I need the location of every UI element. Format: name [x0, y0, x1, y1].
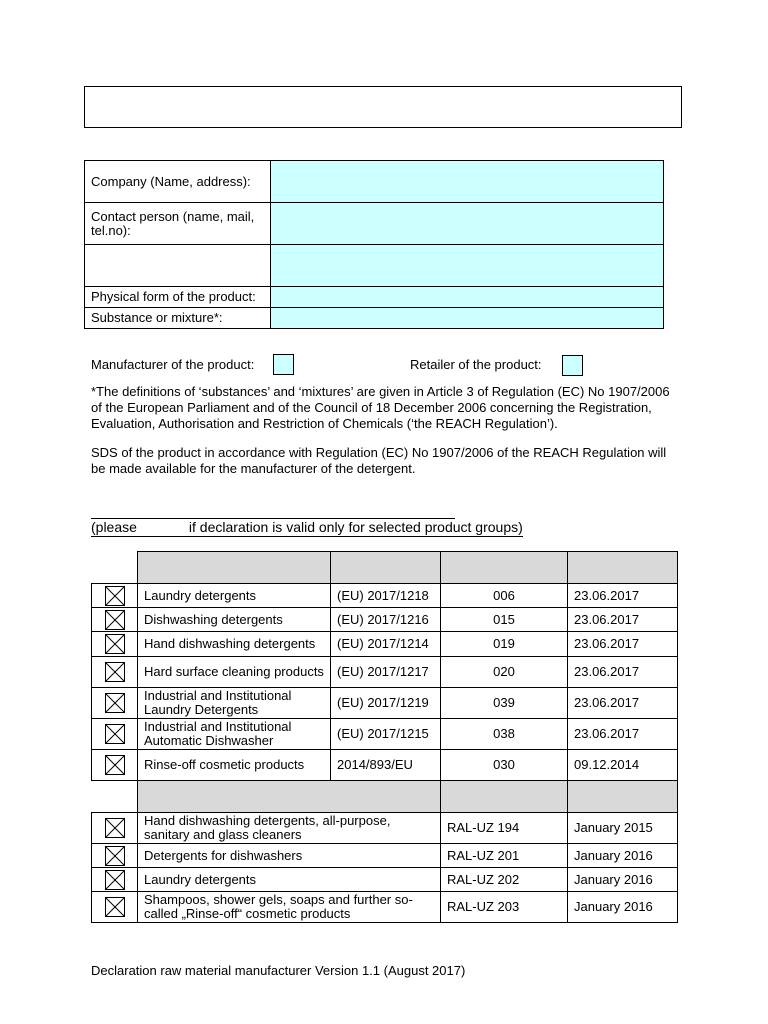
checked-box-icon	[105, 870, 125, 890]
checked-box-icon	[105, 818, 125, 838]
code: 019	[441, 632, 568, 657]
manufacturer-label: Manufacturer of the product:	[91, 357, 255, 372]
regulation: (EU) 2017/1216	[331, 608, 441, 632]
eu-header-product	[138, 552, 331, 584]
table-row	[92, 892, 678, 923]
regulation: 2014/893/EU	[331, 750, 441, 781]
footer-version: Declaration raw material manufacturer Version 1.1 (August 2017)	[91, 963, 466, 978]
company-info-table	[84, 160, 664, 329]
eu-row-checkbox[interactable]	[92, 584, 138, 608]
please-note	[91, 519, 523, 537]
regulation: (EU) 2017/1217	[331, 657, 441, 688]
code: RAL-UZ 203	[441, 892, 568, 923]
substance-mixture-input[interactable]	[271, 308, 664, 329]
physical-form-label: Physical form of the product:	[85, 287, 271, 308]
please-note-left: (please	[91, 519, 137, 535]
manufacturer-checkbox[interactable]	[273, 354, 294, 375]
blank-label	[85, 245, 271, 287]
checked-box-icon	[105, 634, 125, 654]
date: January 2016	[568, 892, 678, 923]
table-row	[92, 657, 678, 688]
code: 020	[441, 657, 568, 688]
please-note-right: if declaration is valid only for selected product groups)	[188, 519, 523, 535]
eu-row-checkbox[interactable]	[92, 632, 138, 657]
product-name: Industrial and Institutional Automatic Dishwasher	[138, 719, 331, 750]
product-name: Detergents for dishwashers	[138, 844, 441, 868]
code: 015	[441, 608, 568, 632]
checked-box-icon	[105, 586, 125, 606]
company-input[interactable]	[271, 161, 664, 203]
date: 23.06.2017	[568, 719, 678, 750]
product-name: Hand dishwashing detergents	[138, 632, 331, 657]
date: 23.06.2017	[568, 584, 678, 608]
table-row	[92, 868, 678, 892]
definitions-note: *The definitions of ‘substances’ and ‘mixtures’ are given in Article 3 of Regulation (EC) No 1907/2006 of the European Parliament and of the Council of 18 December 2006 concerning the Registration, Evaluation, Authorisation and Restriction of Chemicals (‘the REACH Regulation’).	[91, 384, 670, 431]
code: RAL-UZ 194	[441, 813, 568, 844]
product-name: Hand dishwashing detergents, all-purpose, sanitary and glass cleaners	[138, 813, 441, 844]
product-name: Laundry detergents	[138, 868, 441, 892]
table-row	[92, 584, 678, 608]
blue-angel-header-spacer	[92, 781, 138, 813]
eu-row-checkbox[interactable]	[92, 719, 138, 750]
blue-angel-header-date	[568, 781, 678, 813]
code: RAL-UZ 202	[441, 868, 568, 892]
checked-box-icon	[105, 724, 125, 744]
contact-person-input[interactable]	[271, 203, 664, 245]
blue-angel-row-checkbox[interactable]	[92, 868, 138, 892]
substance-mixture-label: Substance or mixture*:	[85, 308, 271, 329]
header-spacer	[92, 552, 138, 584]
date: January 2015	[568, 813, 678, 844]
date: 23.06.2017	[568, 657, 678, 688]
sds-note: SDS of the product in accordance with Regulation (EC) No 1907/2006 of the REACH Regulation will be made available for the manufacturer of the detergent.	[91, 445, 667, 476]
code: 039	[441, 688, 568, 719]
eu-row-checkbox[interactable]	[92, 657, 138, 688]
table-row	[92, 688, 678, 719]
eu-row-checkbox[interactable]	[92, 750, 138, 781]
eu-row-checkbox[interactable]	[92, 608, 138, 632]
regulation: (EU) 2017/1214	[331, 632, 441, 657]
date: 23.06.2017	[568, 688, 678, 719]
eu-header-regulation	[331, 552, 441, 584]
table-row	[92, 632, 678, 657]
checked-box-icon	[105, 662, 125, 682]
product-groups-table	[91, 551, 678, 923]
blue-angel-row-checkbox[interactable]	[92, 813, 138, 844]
date: January 2016	[568, 844, 678, 868]
code: 038	[441, 719, 568, 750]
table-row	[92, 719, 678, 750]
title-box	[84, 86, 682, 128]
product-name: Hard surface cleaning products	[138, 657, 331, 688]
retailer-checkbox[interactable]	[562, 355, 583, 376]
product-name: Shampoos, shower gels, soaps and further so-called „Rinse-off“ cosmetic products	[138, 892, 441, 923]
code: RAL-UZ 201	[441, 844, 568, 868]
eu-header-code	[441, 552, 568, 584]
date: January 2016	[568, 868, 678, 892]
regulation: (EU) 2017/1218	[331, 584, 441, 608]
regulation: (EU) 2017/1215	[331, 719, 441, 750]
blue-angel-header-product	[138, 781, 441, 813]
company-label: Company (Name, address):	[85, 161, 271, 203]
date: 23.06.2017	[568, 632, 678, 657]
code: 030	[441, 750, 568, 781]
date: 09.12.2014	[568, 750, 678, 781]
product-name: Industrial and Institutional Laundry Detergents	[138, 688, 331, 719]
checked-box-icon	[105, 610, 125, 630]
contact-person-label: Contact person (name, mail, tel.no):	[85, 203, 271, 245]
checked-box-icon	[105, 846, 125, 866]
blue-angel-header-code	[441, 781, 568, 813]
regulation: (EU) 2017/1219	[331, 688, 441, 719]
table-row	[92, 750, 678, 781]
product-name: Rinse-off cosmetic products	[138, 750, 331, 781]
retailer-label: Retailer of the product:	[410, 357, 542, 372]
checked-box-icon	[105, 755, 125, 775]
product-name: Dishwashing detergents	[138, 608, 331, 632]
date: 23.06.2017	[568, 608, 678, 632]
blue-angel-row-checkbox[interactable]	[92, 892, 138, 923]
blank-input[interactable]	[271, 245, 664, 287]
blue-angel-row-checkbox[interactable]	[92, 844, 138, 868]
eu-row-checkbox[interactable]	[92, 688, 138, 719]
table-row	[92, 813, 678, 844]
checked-box-icon	[105, 693, 125, 713]
product-name: Laundry detergents	[138, 584, 331, 608]
eu-header-date	[568, 552, 678, 584]
code: 006	[441, 584, 568, 608]
physical-form-input[interactable]	[271, 287, 664, 308]
checked-box-icon	[105, 897, 125, 917]
table-row	[92, 608, 678, 632]
table-row	[92, 844, 678, 868]
